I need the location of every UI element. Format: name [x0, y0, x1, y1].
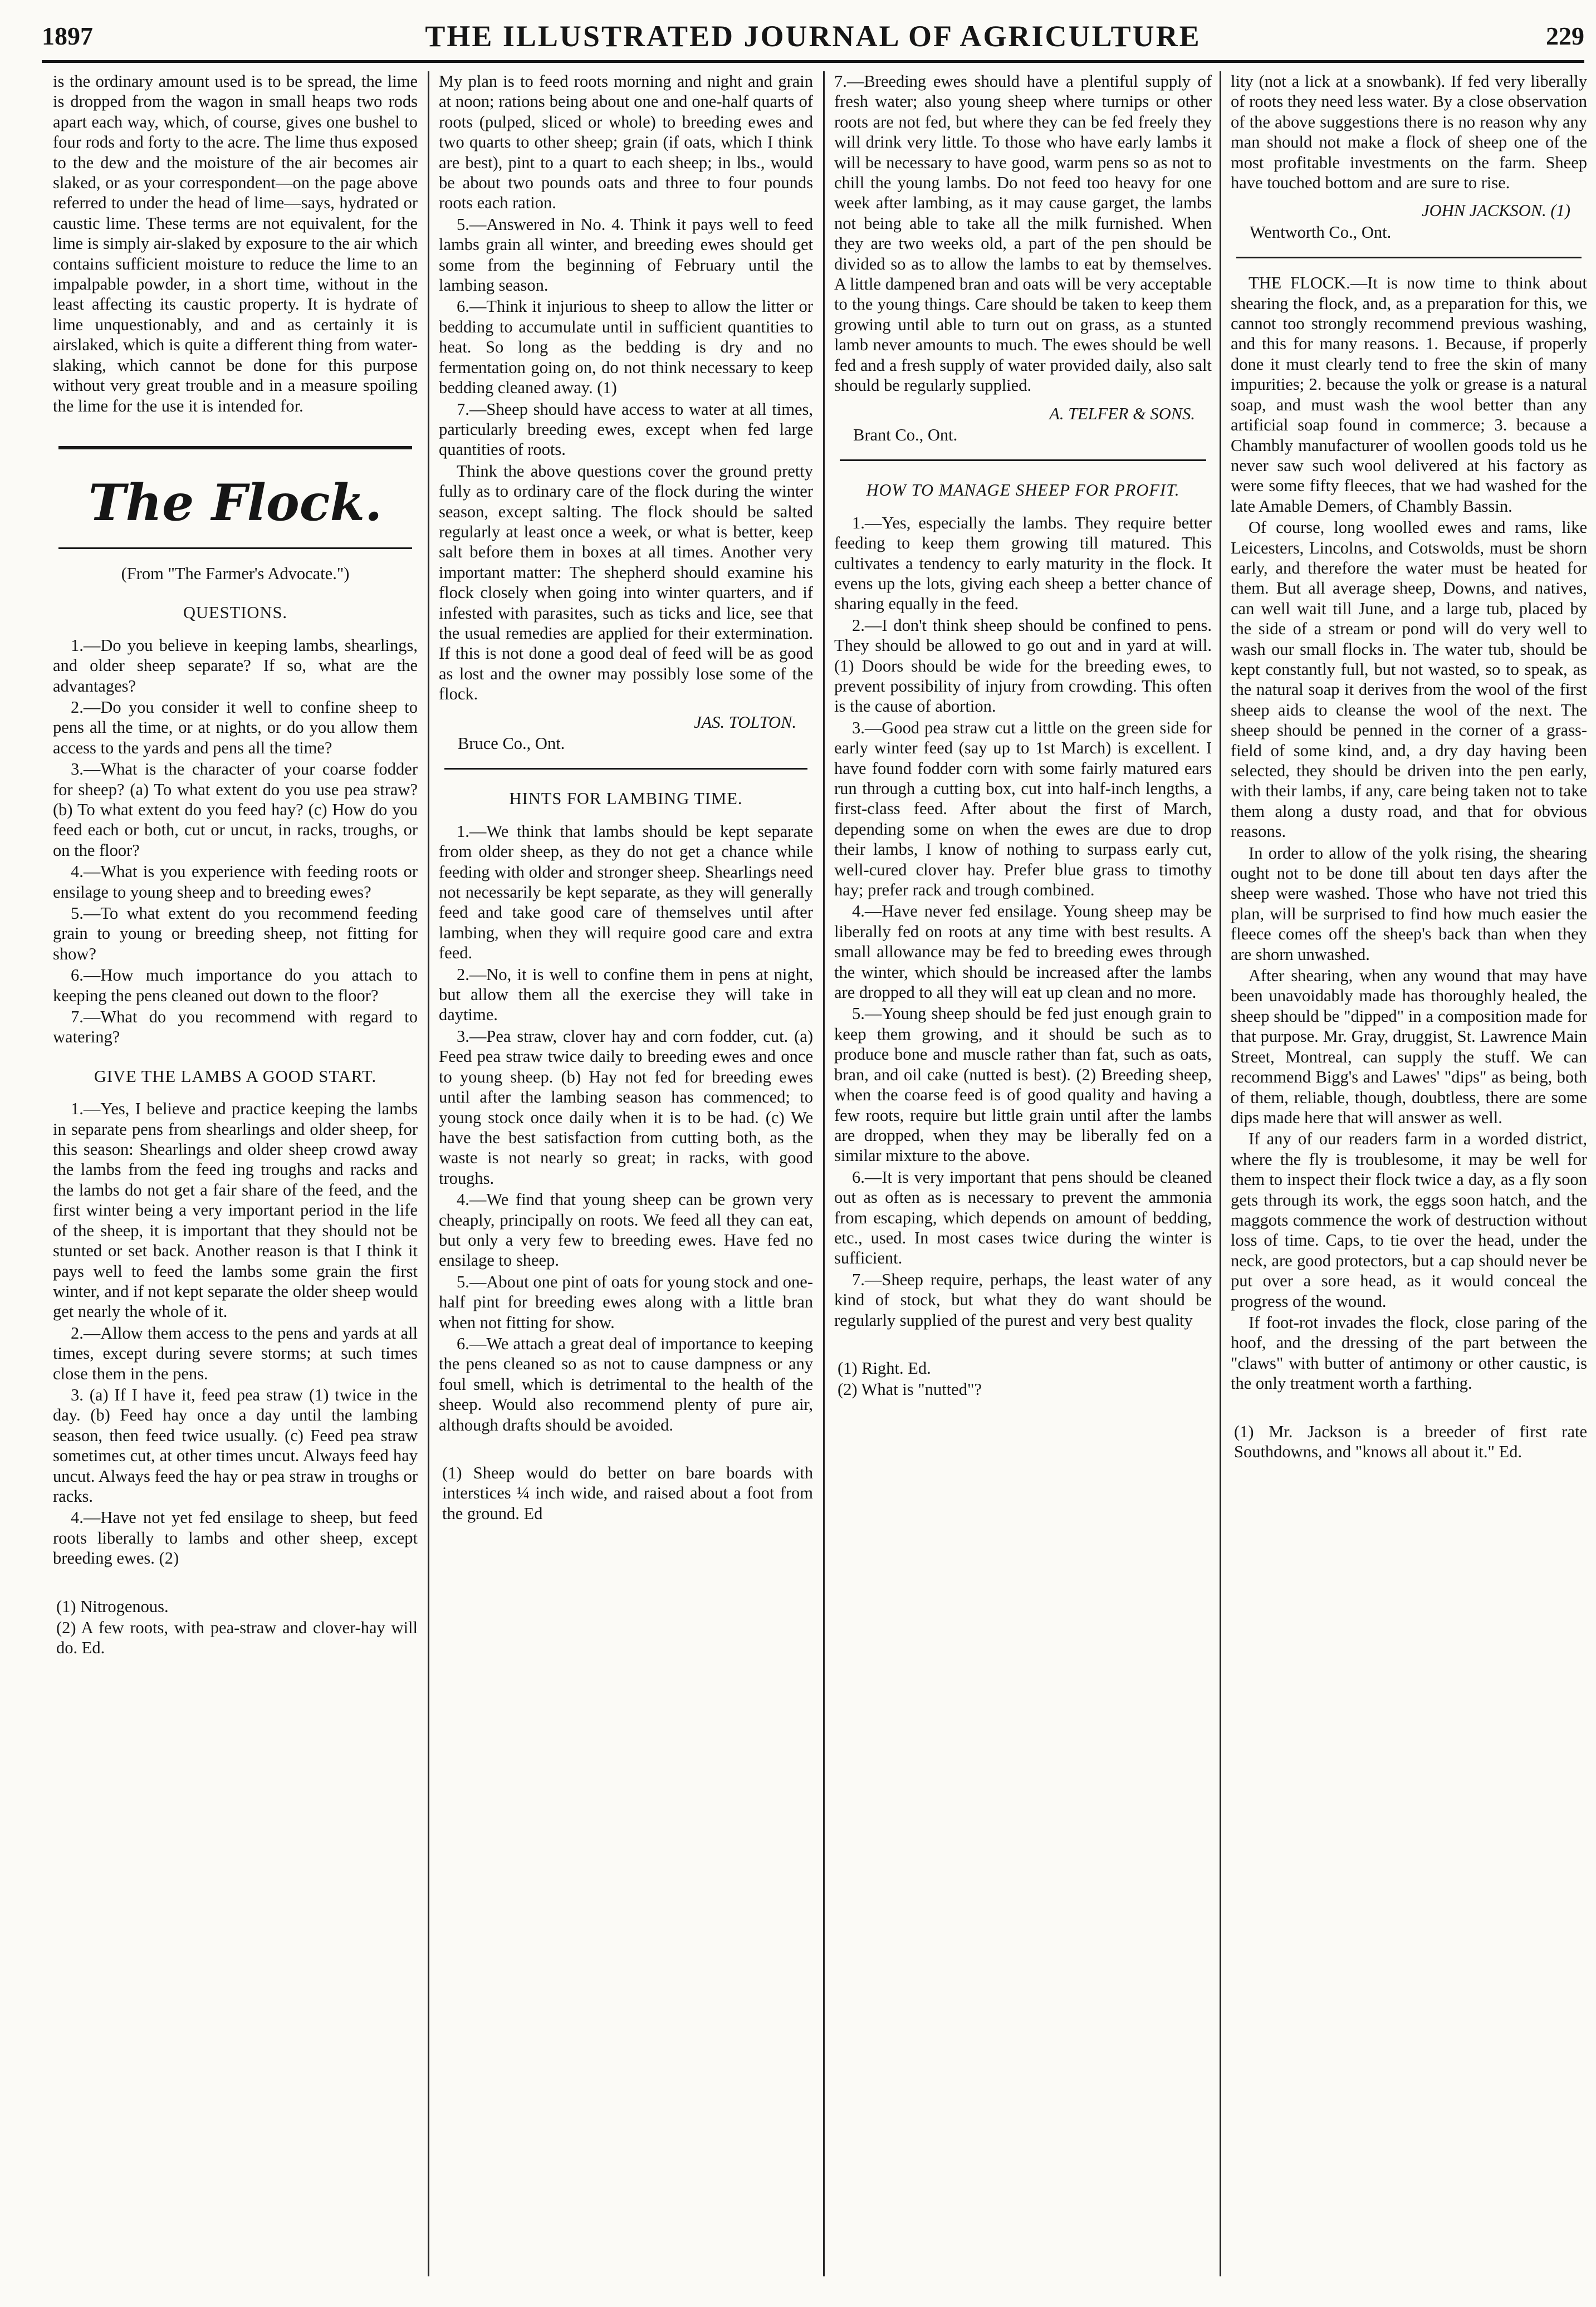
- page-number-left: 1897: [42, 22, 93, 50]
- footnote: (2) What is "nutted"?: [838, 1380, 982, 1399]
- column-4: [1231, 71, 1587, 2276]
- paragraph: lity (not a lick at a snowbank). If fed very liberally of roots they need less water. By a close observation of the above suggestions there is no reason why any man should not make a flock of sheep one of the most profitable investments on the farm. Sheep have touched bottom and are sure to rise.: [1231, 72, 1587, 193]
- paragraph: If any of our readers farm in a worded district, where the fly is troublesome, it may be well for them to inspect their flock twice a day, as a fly soon gets through its work, the eggs soon hatch, and the maggots commence the work of destruction without loss of time. Caps, to tie over the head, under the neck, are good protectors, but a cap should never be put over a sore head, as it would conceal the progress of the wound.: [1231, 1129, 1587, 1311]
- paragraph: 1.—Yes, especially the lambs. They require better feeding to keep them growing till matured. This cultivates a tendency to early maturity in the flock. It evens up the lots, giving each sheep a better chance of sharing equally in the feed.: [834, 513, 1212, 614]
- footnote: (1) Right. Ed.: [838, 1358, 931, 1378]
- location: Bruce Co., Ont.: [458, 734, 565, 753]
- paragraph: 2.—Allow them access to the pens and yards at all times, except during severe storms; at such times close them in the pens.: [53, 1323, 418, 1383]
- section-rule: [58, 547, 412, 549]
- paragraph: 1.—We think that lambs should be kept separate from older sheep, as they do not get a chance while feeding with older and stronger sheep. Shearlings need not necessarily be kept separate, as they will generally feed and take good care of themselves until after lambing, when they will require good care and extra feed.: [439, 821, 813, 963]
- questions-heading: QUESTIONS.: [183, 603, 288, 623]
- paragraph: 6.—Think it injurious to sheep to allow the litter or bedding to accumulate until in sufficient quantities to heat. So long as the bedding is dry and no fermentation going on, do not think necessary to keep bedding cleaned away. (1): [439, 297, 813, 398]
- paragraph: 7.—Sheep require, perhaps, the least water of any kind of stock, but what they do want should be regularly supplied of the purest and very best quality: [834, 1270, 1212, 1330]
- question: 5.—To what extent do you recommend feeding grain to young or breeding sheep, not fitting for show?: [53, 904, 418, 963]
- article-text: is the ordinary amount used is to be spread, the lime is dropped from the wagon in small heaps two rods apart each way, which, of course, gives one bushel to four rods and forty to the acre. The lime thus exposed to the dew and the moisture of the air becomes air slaked, or as your correspondent—on the page above referred to under the head of lime—says, hydrated or caustic lime. These terms are not equivalent, for the lime is simply air-slaked by exposure to the air which contains sufficient moisture to reduce the lime to an impalpable powder, in a short time, without in the least affecting its caustic property. It is hydrate of lime unquestionably, and and as certainly it is airslaked, which is quite a different thing from water-slaking, which cannot be done for this purpose without very great trouble and in a measure spoiling the lime for the use it is intended for.: [53, 72, 418, 415]
- question: 6.—How much importance do you attach to keeping the pens cleaned out down to the floor?: [53, 966, 418, 1005]
- signature: A. TELFER & SONS.: [1049, 404, 1195, 423]
- page-header: [42, 16, 1584, 60]
- section-title: The Flock.: [88, 473, 383, 532]
- paragraph: Think the above questions cover the ground pretty fully as to ordinary care of the flock during the winter season, except salting. The flock should be salted regularly at least once a week, or what is better, keep salt before them in boxes at all times. Another very important matter: The shepherd should examine his flock closely when going into winter quarters, and if infested with parasites, such as ticks and lice, see that the usual remedies are applied for their extermination. If this is not done a good deal of feed will be as good as lost and the owner may possibly lose some of the flock.: [439, 461, 813, 704]
- paragraph: 6.—It is very important that pens should be cleaned out as often as is necessary to prevent the ammonia from escaping, which depends on amount of bedding, etc., used. In most cases twice during the winter is sufficient.: [834, 1167, 1212, 1268]
- footnote: (1) Sheep would do better on bare boards with interstices ¼ inch wide, and raised about a foot from the ground. Ed: [442, 1463, 813, 1523]
- paragraph: 2.—No, it is well to confine them in pens at night, but allow them all the exercise they will take in daytime.: [439, 964, 813, 1025]
- question: 7.—What do you recommend with regard to watering?: [53, 1007, 418, 1047]
- paragraph: After shearing, when any wound that may have been unavoidably made has thoroughly healed, the sheep should be "dipped" in a composition made for that purpose. Mr. Gray, druggist, St. Lawrence Main Street, Montreal, can supply the stuff. We can recommend Bigg's and Lawes' "dips" as being, both of them, reliable, though, doubtless, there are some dips made here that will answer as well.: [1231, 966, 1587, 1127]
- paragraph: 5.—Young sheep should be fed just enough grain to keep them growing, and it should be such as to produce bone and muscle rather than fat, such as oats, bran, and oil cake (nutted is best). (2) Breeding sheep, when the coarse feed is of good quality and having a few roots, require but little grain until after the lambs are dropped, when they may be liberally fed on a similar mixture to the above.: [834, 1004, 1212, 1165]
- article-heading: HOW TO MANAGE SHEEP FOR PROFIT.: [866, 481, 1180, 500]
- column-rule: [823, 71, 825, 2276]
- paragraph: 5.—Answered in No. 4. Think it pays well to feed lambs grain all winter, and breeding ewes should get some from the beginning of February until the lambing season.: [439, 214, 813, 295]
- paragraph: 6.—We attach a great deal of importance to keeping the pens cleaned so as not to cause dampness or any foul smell, which is detrimental to the health of the sheep. Would also recommend plenty of pure air, although drafts should be avoided.: [439, 1334, 813, 1434]
- paragraph: Of course, long woolled ewes and rams, like Leicesters, Lincolns, and Cotswolds, must be shorn early, and therefore the water must be heated for them. But all average sheep, Downs, and natives, can well wait till June, and a large tub, placed by the side of a stream or pond will do very well to wash our small flocks in. The water tub, should be kept constantly full, but not wasted, so to speak, as the natural soap it derives from the wool of the first sheep aids to cleanse the wool of the next. The sheep should be penned in the corner of a grass-field of some kind, and, a dry day having been selected, they should be driven into the pen early, with their lambs, if any, care being taken not to take them along a dusty road, and that for obvious reasons.: [1231, 518, 1587, 841]
- column-3: [834, 71, 1212, 2276]
- paragraph: 3.—Pea straw, clover hay and corn fodder, cut. (a) Feed pea straw twice daily to breeding ewes and once to young sheep. (b) Hay not fed for breeding ewes until after the lambing season has commenced; to young stock once daily when it is to be had. (c) We have the best satisfaction from cutting both, as the waste is not nearly so great; in racks, with good troughs.: [439, 1026, 813, 1188]
- page-number-right: 229: [1546, 22, 1584, 50]
- footnote: (1) Nitrogenous.: [56, 1596, 169, 1616]
- section-rule: [840, 459, 1206, 461]
- paragraph: 3.—Good pea straw cut a little on the green side for early winter feed (say up to 1st March) is excellent. I have found fodder corn with some fairly matured ears run through a cutting box, cut into half-inch lengths, a first-class feed. After about the first of March, depending some on when the ewes are due to drop their lambs, I know of nothing to surpass early cut, well-cured clover hay. Prefer blue grass to timothy hay; prefer rack and trough combined.: [834, 718, 1212, 900]
- question: 2.—Do you consider it well to confine sheep to pens all the time, or at nights, or do you allow them access to the yards and pens all the time?: [53, 697, 418, 757]
- location: Brant Co., Ont.: [853, 425, 958, 444]
- paragraph: 4.—Have never fed ensilage. Young sheep may be liberally fed on roots at any time with best results. A small allowance may be fed to breeding ewes through the winter, which should be increased after the lambs are dropped to all they will eat up clean and no more.: [834, 902, 1212, 1002]
- source-line: (From "The Farmer's Advocate."): [121, 564, 350, 583]
- question: 4.—What is you experience with feeding roots or ensilage to young sheep and to breeding ewes?: [53, 862, 418, 902]
- question: 3.—What is the character of your coarse fodder for sheep? (a) To what extent do you use pea straw? (b) To what extent do you feed hay? (c) How do you feed each or both, cut or uncut, in racks, troughs, or on the floor?: [53, 760, 418, 860]
- signature: JAS. TOLTON.: [694, 712, 796, 732]
- paragraph: 4.—We find that young sheep can be grown very cheaply, principally on roots. We feed all they can eat, but only a very few to breeding ewes. Have fed no ensilage to sheep.: [439, 1190, 813, 1270]
- paragraph: 5.—About one pint of oats for young stock and one-half pint for breeding ewes along with a little bran when not fitting for show.: [439, 1272, 813, 1332]
- column-rule: [1220, 71, 1221, 2276]
- paragraph: My plan is to feed roots morning and night and grain at noon; rations being about one and one-half quarts of roots (pulped, sliced or whole) to breeding ewes and two quarts to other sheep; grain (if oats, which I think are best), pint to a quart to each sheep; in lbs., would be about two pounds oats and three to four pounds roots each ration.: [439, 72, 813, 213]
- column-1: [53, 71, 418, 2276]
- footnote: (2) A few roots, with pea-straw and clover-hay will do. Ed.: [56, 1618, 418, 1658]
- paragraph: In order to allow of the yolk rising, the shearing ought not to be done till about ten days after the sheep were washed. Those who have not tried this plan, will be surprised to find how much easier the fleece comes off the sheep's back than when they are shorn unwashed.: [1231, 843, 1587, 964]
- paragraph: 7.—Sheep should have access to water at all times, particularly breeding ewes, except when fed large quantities of roots.: [439, 399, 813, 459]
- header-rule: [42, 60, 1584, 63]
- section-rule: [444, 768, 807, 770]
- journal-title: THE ILLUSTRATED JOURNAL OF AGRICULTURE: [425, 19, 1201, 53]
- paragraph: THE FLOCK.—It is now time to think about shearing the flock, and, as a preparation for this, we cannot too strongly recommend previous washing, and this for many reasons. 1. Because, if properly done it must clearly tend to free the skin of many impurities; 2. because the yolk or grease is a natural soap, and must wash the wool better than any artificial soap found in commerce; 3. because a Chambly manufacturer of woollen goods told us he never saw such wool delivered at his factory as were some fifty fleeces, that we had washed for the late Amable Demers, of Chambly Bassin.: [1231, 273, 1587, 516]
- location: Wentworth Co., Ont.: [1250, 222, 1392, 242]
- section-rule: [1236, 257, 1582, 258]
- paragraph: 1.—Yes, I believe and practice keeping the lambs in separate pens from shearlings and older sheep, for this season: Shearlings and older sheep crowd away the lambs from the feed ing troughs and racks and the lambs do not get a fair share of the feed, and the first winter being a very important period in the life of the sheep, it is important that they should not be stunted or set back. Another reason is that I think it pays well to feed the lambs some grain the first winter, and if not kept separate the older sheep would get nearly the whole of it.: [53, 1099, 418, 1321]
- section-rule: [58, 446, 412, 449]
- article-heading: HINTS FOR LAMBING TIME.: [509, 789, 743, 809]
- paragraph: 3. (a) If I have it, feed pea straw (1) twice in the day. (b) Feed hay once a day until the lambing season, then feed twice usually. (c) Feed pea straw sometimes cut, at other times uncut. Always feed hay uncut. Always feed the hay or pea straw in troughs or racks.: [53, 1385, 418, 1506]
- footnote: (1) Mr. Jackson is a breeder of first rate Southdowns, and "knows all about it." Ed.: [1234, 1422, 1587, 1461]
- signature: JOHN JACKSON. (1): [1422, 201, 1570, 221]
- column-2: [439, 71, 813, 2276]
- column-rule: [428, 71, 429, 2276]
- paragraph: 2.—I don't think sheep should be confined to pens. They should be allowed to go out and in yard at will. (1) Doors should be wide for the breeding ewes, to prevent possibility of injury from crowding. This often is the cause of abortion.: [834, 615, 1212, 716]
- article-heading: GIVE THE LAMBS A GOOD START.: [94, 1066, 377, 1086]
- paragraph: If foot-rot invades the flock, close paring of the hoof, and the dressing of the part between the "claws" with butter of antimony or other caustic, is the only treatment worth a farthing.: [1231, 1312, 1587, 1393]
- question: 1.—Do you believe in keeping lambs, shearlings, and older sheep separate? If so, what are the advantages?: [53, 635, 418, 695]
- paragraph: 4.—Have not yet fed ensilage to sheep, but feed roots liberally to lambs and other sheep, except breeding ewes. (2): [53, 1508, 418, 1568]
- paragraph: 7.—Breeding ewes should have a plentiful supply of fresh water; also young sheep where turnips or other roots are not fed, but where they can be fed freely they will drink very little. To those who have early lambs it will be necessary to have good, warm pens so as not to chill the young lambs. Do not feed too heavy for one week after lambing, as it may cause garget, the lambs not being able to take all the milk furnished. When they are two weeks old, a part of the pen should be divided so as to allow the lambs to eat by themselves. A little dampened bran and oats will be very acceptable to the young things. Care should be taken to keep them growing until able to turn out on grass, as a stunted lamb never amounts to much. The ewes should be well fed and a fresh supply of water provided daily, also salt should be regularly supplied.: [834, 72, 1212, 395]
